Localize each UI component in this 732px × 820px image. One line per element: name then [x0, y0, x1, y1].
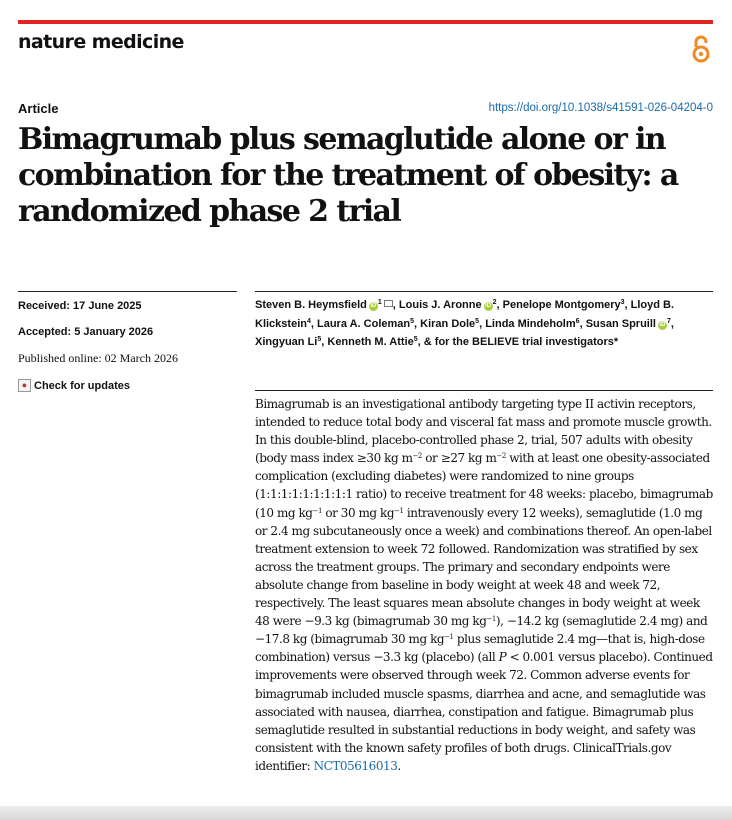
author[interactable]: [485, 318, 579, 330]
author-name: Kenneth M. Attie: [327, 336, 414, 348]
author-name: Louis J. Aronne: [398, 299, 482, 311]
affiliation-number: 5: [410, 317, 415, 325]
affiliation-number: 6: [575, 317, 580, 325]
affiliation-number: 5: [317, 336, 322, 343]
author[interactable]: [399, 299, 497, 311]
author-name: Laura A. Coleman: [317, 317, 411, 330]
abstract: [255, 395, 714, 775]
abstract-text: .: [397, 758, 401, 773]
author-name: Penelope Montgomery: [502, 299, 621, 311]
abstract-text: or 30 mg kg: [321, 505, 395, 520]
check-updates-icon: ●: [18, 379, 31, 392]
orcid-icon[interactable]: iD: [485, 303, 492, 309]
affiliation-number: 7: [666, 317, 671, 325]
abstract-text: plus semaglutide 2.4 mg—that is, high-dose combination) versus −3.3 kg (placebo) (all: [255, 632, 705, 665]
received-date: [18, 299, 237, 325]
check-updates-label: Check for updates: [34, 379, 130, 392]
author-name: Steven B. Heymsfield: [255, 299, 367, 311]
divider: [255, 390, 713, 391]
author[interactable]: [420, 318, 479, 330]
article-title: Bimagrumab plus semaglutide alone or in combination for the treatment of obesity: a randomized phase 2 trial: [18, 122, 678, 229]
affiliation-number: 3: [620, 299, 625, 306]
author-name: Lloyd B. Klickstein: [255, 299, 675, 330]
divider: [255, 291, 713, 292]
superscript: −1: [486, 615, 496, 624]
accepted-date: [18, 325, 237, 351]
author[interactable]: [327, 336, 417, 348]
abstract-text: intravenously every 12 weeks), semaglutide (1.0 mg or 2.4 mg subcutaneously once a week) and combinations thereof. An open-label treatment extension to week 72 followed. Randomization was stratified by sex across the treatment groups. The primary and secondary endpoints were absolute change from baseline in body weight at week 48 and week 72, respectively. The least squares mean absolute changes in body weight at week 48 were −9.3 kg (bimagrumab 30 mg kg: [255, 505, 712, 629]
email-icon[interactable]: [384, 300, 393, 307]
open-access-icon[interactable]: [688, 34, 714, 64]
affiliation-number: 5: [475, 317, 480, 325]
author-name: Xingyuan Li: [255, 336, 318, 348]
author[interactable]: [586, 318, 671, 330]
published-date: [18, 351, 237, 377]
abstract-text: Bimagrumab is an investigational antibody targeting type II activin receptors, intended to reduce total body and visceral fat mass and promote muscle growth. In this double-blind, placebo-controlled phase 2, trial, 507 adults with obesity (body mass index ≥30 kg m: [255, 397, 712, 466]
orcid-icon[interactable]: iD: [370, 303, 377, 309]
received-label: Received:: [18, 300, 70, 312]
orcid-icon[interactable]: iD: [659, 321, 666, 328]
superscript: −2: [496, 452, 506, 461]
abstract-text: ), −14.2 kg (semaglutide 2.4 mg) and −17.8 kg (bimagrumab 30 mg kg: [255, 614, 708, 647]
author-list: Steven B. Heymsfield iD $^1$ , Louis J. Aronne iD $^2$, Penelope Montgomery$^3$, Lloyd B. Klickstein$^4$, Laura A. Coleman$^5$, Kiran Dole$^5$, Linda Mindeholm$^6$, Susan Spruill iD $^7$, Xingyuan Li$^5$, Kenneth M. Attie$^5$, & for the BELIEVE trial investigators*: [255, 299, 675, 348]
superscript: −1: [394, 506, 404, 515]
received-value: 17 June 2025: [73, 300, 142, 312]
published-value: 02 March 2026: [104, 351, 178, 365]
affiliation-number: 4: [306, 317, 311, 325]
trial-id-link[interactable]: NCT05616013: [313, 758, 398, 773]
published-label: Published online:: [18, 351, 102, 365]
check-for-updates-button[interactable]: [18, 379, 237, 392]
author-group: & for the BELIEVE trial investigators*: [423, 336, 619, 348]
author[interactable]: [255, 299, 393, 311]
author-name: Susan Spruill: [585, 317, 656, 330]
divider: [18, 291, 237, 292]
journal-accent-bar: [18, 20, 713, 24]
p-value-symbol: P: [498, 650, 507, 665]
affiliation-number: 2: [492, 299, 497, 306]
journal-name[interactable]: nature medicine: [18, 31, 184, 53]
article-type-label: Article: [18, 101, 59, 116]
author-name: Linda Mindeholm: [485, 317, 576, 330]
abstract-text: < 0.001 versus placebo). Continued improvements were observed through week 72. Common adverse events for bimagrumab included muscle spasms, diarrhea and acne, and semaglutide was associated with nausea, diarrhea, constipation and fatigue. Bimagrumab plus semaglutide resulted in substantial reductions in body weight, and safety was consistent with the known safety profiles of both drugs. ClinicalTrials.gov identifier:: [255, 650, 713, 773]
page-bottom-edge: [0, 806, 732, 820]
affiliation-number: 1: [377, 299, 382, 306]
author[interactable]: [317, 318, 414, 330]
author[interactable]: [503, 299, 625, 311]
author-name: Kiran Dole: [420, 317, 476, 330]
doi-link[interactable]: https://doi.org/10.1038/s41591-026-04204-0: [488, 102, 713, 114]
superscript: −2: [412, 452, 422, 461]
accepted-value: 5 January 2026: [74, 326, 154, 338]
affiliation-number: 5: [413, 336, 418, 343]
accepted-label: Accepted:: [18, 326, 72, 338]
abstract-text: or ≥27 kg m: [421, 451, 497, 466]
superscript: −1: [444, 633, 454, 642]
abstract-text: with at least one obesity-associated complication (excluding diabetes) were randomized to nine groups (1:1:1:1:1:1:1:1:1 ratio) to receive treatment for 48 weeks: placebo, bimagrumab (10 mg kg: [255, 451, 713, 520]
author[interactable]: [255, 336, 321, 348]
superscript: −1: [312, 506, 322, 515]
article-dates: [18, 299, 237, 392]
